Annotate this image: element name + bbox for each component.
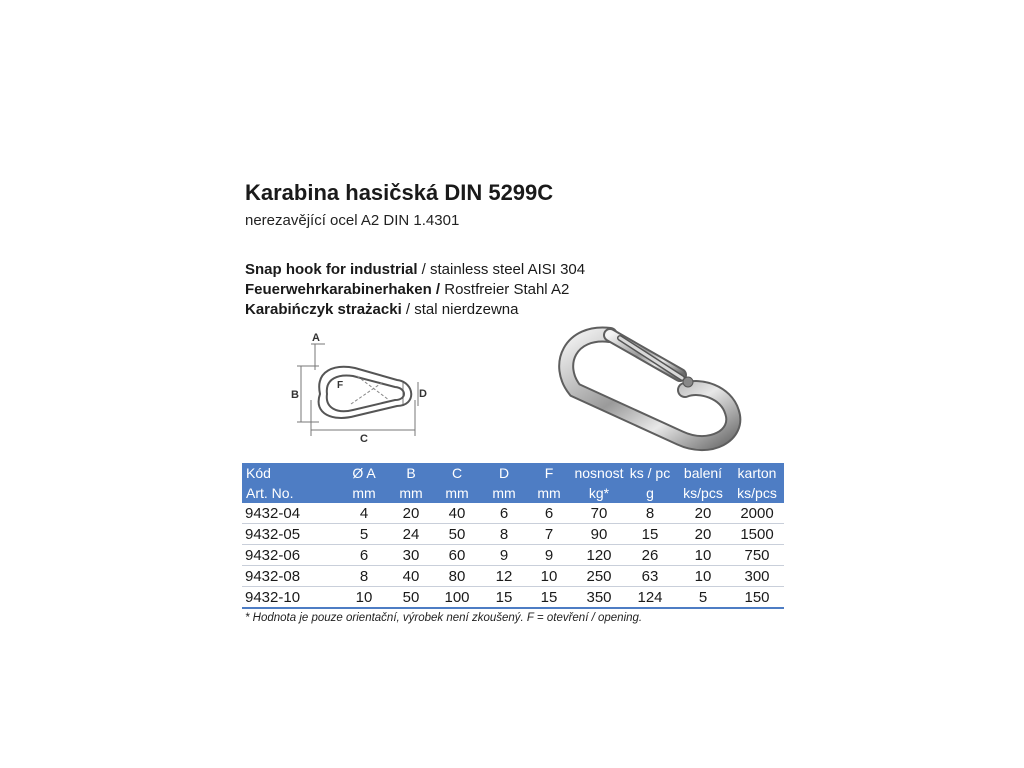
header-label-8: balení [676,463,730,483]
translations [245,260,585,320]
table-row [242,566,784,587]
header-label-6: nosnost [574,465,624,481]
header-unit-4: mm [484,483,524,503]
table-cell-1: 4 [336,503,392,524]
table-cell-1: 10 [336,587,392,609]
header-unit-5: mm [524,483,574,503]
header-label-2: B [392,463,430,483]
table-cell-6: 70 [574,503,624,524]
header-unit-7: g [624,483,676,503]
table-cell-1: 5 [336,524,392,545]
header-label-3: C [430,463,484,483]
table-cell-7: 124 [624,587,676,609]
translation-de-name: Feuerwehrkarabinerhaken / [245,281,441,298]
header-unit-8: ks/pcs [676,483,730,503]
table-cell-9: 2000 [730,503,784,524]
table-cell-2: 20 [392,503,430,524]
product-title: Karabina hasičská DIN 5299C [245,180,554,205]
header-unit-9: ks/pcs [730,483,784,503]
translation-pl-material: / stal nierdzewna [401,301,519,318]
table-row [242,524,784,545]
product-subtitle: nerezavějící ocel A2 DIN 1.4301 [245,212,460,229]
translation-en [245,260,585,280]
footnote: * Hodnota je pouze orientační, výrobek není zkoušený. F = otevření / opening. [245,612,643,624]
dim-label-f: F [337,380,344,391]
table-cell-5: 10 [524,566,574,587]
table-cell-3: 80 [430,566,484,587]
table-cell-8: 5 [676,587,730,609]
table-cell-2: 40 [392,566,430,587]
table-cell-2: 24 [392,524,430,545]
table-cell-5: 9 [524,545,574,566]
table-cell-0: 9432-08 [242,566,336,587]
table-cell-9: 750 [730,545,784,566]
table-cell-5: 7 [524,524,574,545]
table-cell-7: 8 [624,503,676,524]
spec-table-header [242,463,784,503]
table-row [242,503,784,524]
translation-de-material: Rostfreier Stahl A2 [440,281,570,298]
header-label-5: F [524,463,574,483]
table-cell-0: 9432-06 [242,545,336,566]
header-label-1: Ø A [336,463,392,483]
header-row-units [242,483,784,503]
translation-en-name: Snap hook for industrial [245,261,418,278]
table-cell-8: 20 [676,503,730,524]
table-row [242,587,784,609]
table-cell-7: 63 [624,566,676,587]
snap-hook-image [550,320,745,455]
dim-label-a: A [312,332,320,344]
dim-label-d: D [419,388,427,400]
dim-label-b: B [291,389,299,401]
table-cell-7: 15 [624,524,676,545]
table-cell-1: 6 [336,545,392,566]
table-cell-6: 90 [574,524,624,545]
table-cell-5: 15 [524,587,574,609]
table-cell-4: 6 [484,503,524,524]
table-cell-8: 20 [676,524,730,545]
table-cell-9: 300 [730,566,784,587]
table-cell-4: 9 [484,545,524,566]
table-cell-6: 120 [574,545,624,566]
header-unit-1: mm [336,483,392,503]
table-cell-0: 9432-10 [242,587,336,609]
header-label-9: karton [730,463,784,483]
translation-de [245,280,585,300]
table-cell-2: 30 [392,545,430,566]
header-unit-3: mm [430,483,484,503]
table-cell-3: 100 [430,587,484,609]
table-cell-8: 10 [676,545,730,566]
table-cell-3: 50 [430,524,484,545]
spec-table-body [242,503,784,608]
table-cell-4: 12 [484,566,524,587]
table-cell-4: 8 [484,524,524,545]
translation-pl [245,300,585,320]
header-label-4: D [484,463,524,483]
header-unit-2: mm [392,483,430,503]
dimension-diagram [285,330,435,442]
translation-pl-name: Karabińczyk strażacki [245,301,402,318]
spec-table [242,463,784,609]
header-label-7: ks / pc [624,463,676,483]
header-unit-0: Art. No. [242,483,336,503]
table-row [242,545,784,566]
table-cell-6: 250 [574,566,624,587]
header-row-labels [242,463,784,483]
table-cell-7: 26 [624,545,676,566]
table-cell-2: 50 [392,587,430,609]
translation-en-material: / stainless steel AISI 304 [417,261,586,278]
table-cell-3: 60 [430,545,484,566]
header-label-0: Kód [242,463,336,483]
table-cell-0: 9432-04 [242,503,336,524]
table-cell-1: 8 [336,566,392,587]
table-cell-5: 6 [524,503,574,524]
table-cell-9: 1500 [730,524,784,545]
table-cell-0: 9432-05 [242,524,336,545]
table-cell-9: 150 [730,587,784,609]
table-cell-4: 15 [484,587,524,609]
table-cell-6: 350 [574,587,624,609]
table-cell-3: 40 [430,503,484,524]
dim-label-c: C [360,433,368,442]
table-cell-8: 10 [676,566,730,587]
header-unit-6: kg* [574,483,624,503]
